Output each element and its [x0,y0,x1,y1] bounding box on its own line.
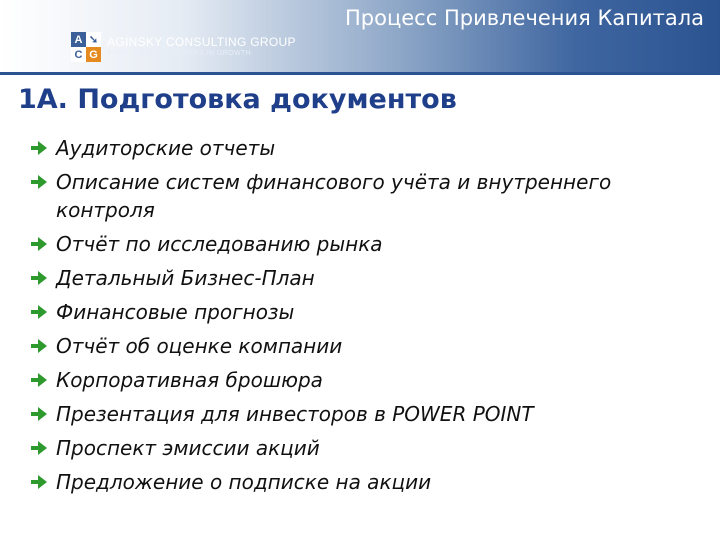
green-arrow-icon [30,468,56,496]
list-item-text: Презентация для инвесторов в POWER POINT [56,402,534,426]
list-item-text: Аудиторские отчеты [56,136,276,160]
list-item [30,264,700,292]
list-item-text: Корпоративная брошюра [56,368,323,392]
logo-tagline: YOUR GLOBAL PARTNERS IN GROWTH [107,50,252,57]
logo-letter-g: G [86,47,101,62]
list-item [30,434,700,462]
list-item [30,366,700,394]
logo-letter-c: C [71,47,86,62]
logo-text [107,35,296,59]
list-item-text: Финансовые прогнозы [56,300,295,324]
list-item-text: Отчёт по исследованию рынка [56,232,383,256]
list-item-text: Отчёт об оценке компании [56,334,343,358]
list-item [30,230,700,258]
list-item-text: Детальный Бизнес-План [56,266,315,290]
header-banner [0,0,720,72]
company-logo [71,32,296,62]
header-divider [0,72,720,75]
green-arrow-icon [30,134,56,162]
list-item [30,298,700,326]
logo-company-name: AGINSKY CONSULTING GROUP [107,35,296,49]
green-arrow-icon [30,400,56,428]
list-item [30,400,700,428]
logo-mark-icon [71,32,101,62]
bullet-list [30,134,700,502]
green-arrow-icon [30,230,56,258]
green-arrow-icon [30,298,56,326]
list-item-text: Описание систем финансового учёта и внутреннего контроля [56,170,612,222]
green-arrow-icon [30,366,56,394]
green-arrow-icon [30,264,56,292]
presentation-title: Процесс Привлечения Капитала [345,6,704,30]
slide-title: 1А. Подготовка документов [18,84,457,115]
green-arrow-icon [30,332,56,360]
list-item-text: Проспект эмиссии акций [56,436,320,460]
list-item [30,168,700,224]
list-item [30,134,700,162]
list-item [30,332,700,360]
green-arrow-icon [30,168,56,196]
logo-arrow: ➘ [86,32,101,47]
list-item-text: Предложение о подписке на акции [56,470,432,494]
logo-letter-a: A [71,32,86,47]
green-arrow-icon [30,434,56,462]
list-item [30,468,700,496]
